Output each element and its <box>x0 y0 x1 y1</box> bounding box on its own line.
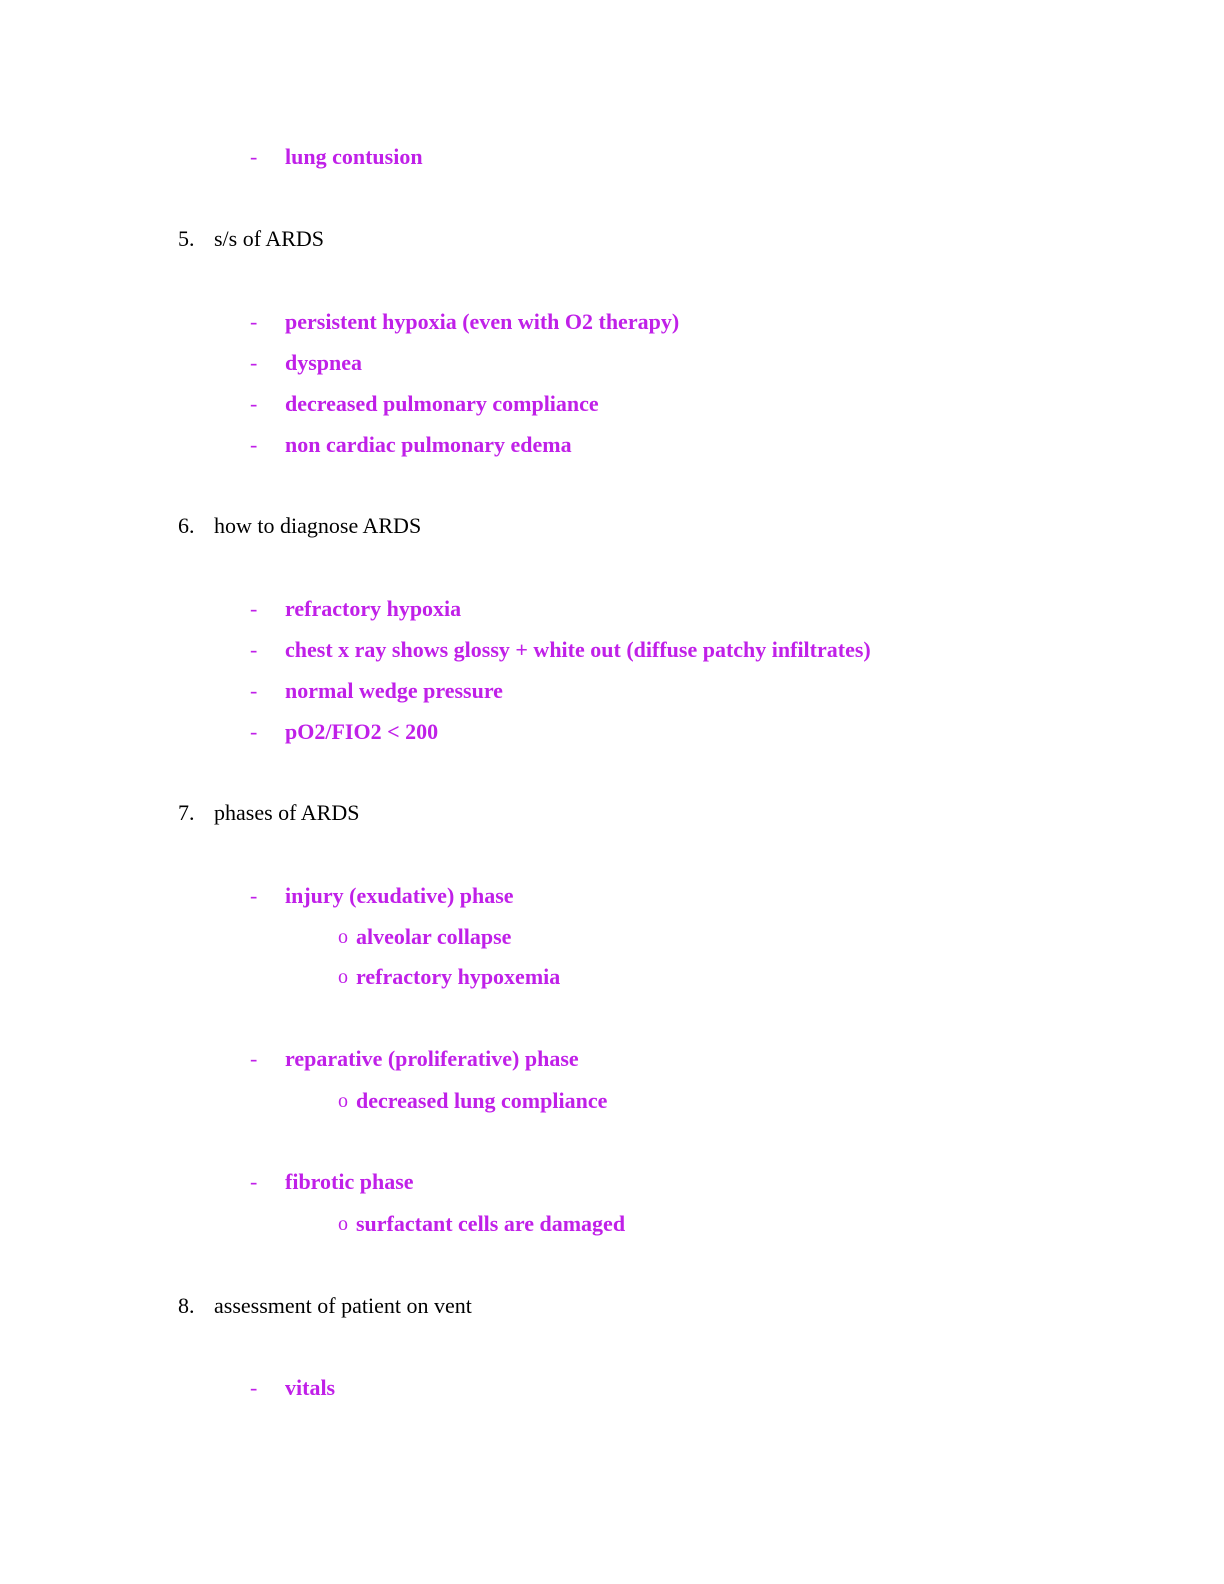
bullet-text: dyspnea <box>285 350 363 375</box>
sub-bullet-text: surfactant cells are damaged <box>356 1211 626 1236</box>
bullet-text: lung contusion <box>285 144 423 169</box>
bullet-text: non cardiac pulmonary edema <box>285 432 572 457</box>
dash-marker: - <box>250 678 258 703</box>
section-title: phases of ARDS <box>214 800 360 825</box>
sub-bullet-text: refractory hypoxemia <box>356 964 561 989</box>
dash-marker: - <box>250 637 258 662</box>
dash-marker: - <box>250 719 258 744</box>
section-number: 5. <box>178 226 195 251</box>
bullet-text: decreased pulmonary compliance <box>285 391 599 416</box>
dash-marker: - <box>250 1169 258 1194</box>
section-number: 8. <box>178 1293 195 1318</box>
sub-bullet-text: alveolar collapse <box>356 924 512 949</box>
dash-marker: - <box>250 1375 258 1400</box>
phase-label: fibrotic phase <box>285 1169 414 1194</box>
dash-marker: - <box>250 883 258 908</box>
bullet-text: vitals <box>285 1375 336 1400</box>
dash-marker: - <box>250 391 258 416</box>
dash-marker: - <box>250 1046 258 1071</box>
circle-bullet-icon: o <box>338 966 348 988</box>
dash-marker: - <box>250 350 258 375</box>
dash-marker: - <box>250 309 258 334</box>
circle-bullet-icon: o <box>338 926 348 948</box>
section-title: how to diagnose ARDS <box>214 513 422 538</box>
phase-label: reparative (proliferative) phase <box>285 1046 579 1071</box>
section-number: 7. <box>178 800 195 825</box>
bullet-text: refractory hypoxia <box>285 596 462 621</box>
dash-marker: - <box>250 144 258 169</box>
bullet-text: persistent hypoxia (even with O2 therapy) <box>285 309 680 334</box>
circle-bullet-icon: o <box>338 1090 348 1112</box>
phase-label: injury (exudative) phase <box>285 883 514 908</box>
bullet-text: pO2/FIO2 < 200 <box>285 719 439 744</box>
section-number: 6. <box>178 513 195 538</box>
section-title: assessment of patient on vent <box>214 1293 472 1318</box>
dash-marker: - <box>250 596 258 621</box>
sub-bullet-text: decreased lung compliance <box>356 1088 608 1113</box>
bullet-text: normal wedge pressure <box>285 678 503 703</box>
bullet-text: chest x ray shows glossy + white out (diffuse patchy infiltrates) <box>285 637 871 662</box>
circle-bullet-icon: o <box>338 1213 348 1235</box>
section-title: s/s of ARDS <box>214 226 325 251</box>
dash-marker: - <box>250 432 258 457</box>
